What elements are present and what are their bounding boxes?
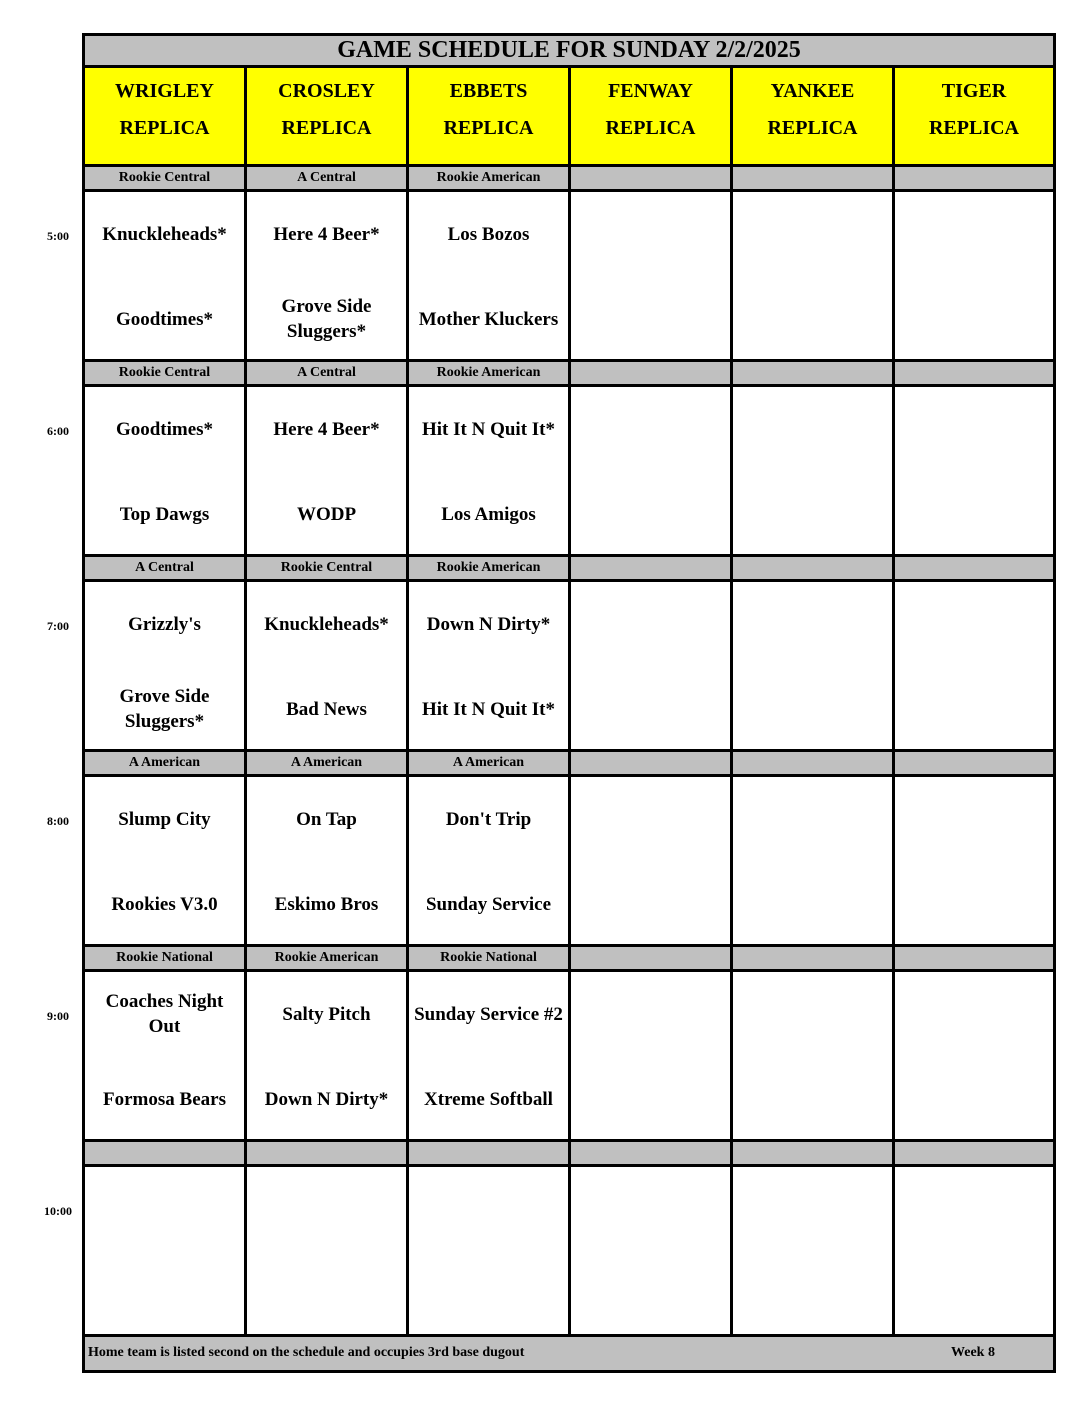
home-team: Hit It N Quit It* (422, 698, 555, 720)
away-team (733, 204, 892, 264)
game-row (82, 1167, 1056, 1337)
game-cell (82, 387, 244, 557)
home-team (571, 874, 730, 934)
away-team: Slump City (118, 808, 211, 830)
away-team: Sunday Service #2 (414, 1003, 563, 1025)
away-team: Knuckleheads* (102, 223, 227, 245)
home-team: Formosa Bears (103, 1088, 226, 1110)
division-label: Rookie Central (244, 557, 406, 582)
field-name: FENWAY (608, 80, 693, 102)
game-cell (568, 387, 730, 557)
division-label (244, 1142, 406, 1167)
home-team (895, 679, 1053, 739)
home-team (409, 1264, 568, 1324)
away-team: Hit It N Quit It* (422, 418, 555, 440)
division-row (82, 752, 1056, 777)
away-team (571, 1179, 730, 1239)
game-row (82, 387, 1056, 557)
game-cell (244, 387, 406, 557)
division-label (730, 362, 892, 387)
away-team: On Tap (296, 808, 357, 830)
home-team (895, 1069, 1053, 1129)
division-label (568, 1142, 730, 1167)
game-cell (568, 1167, 730, 1337)
away-team (571, 399, 730, 459)
field-name: WRIGLEY (115, 80, 214, 102)
game-cell (892, 1167, 1056, 1337)
field-name: TIGER (941, 80, 1007, 102)
game-cell (730, 192, 892, 362)
home-team (895, 874, 1053, 934)
division-label (730, 752, 892, 777)
game-cell (730, 387, 892, 557)
time-label: 8:00 (47, 814, 69, 828)
home-team: Sunday Service (425, 893, 552, 915)
game-cell (892, 387, 1056, 557)
game-cell (568, 777, 730, 947)
division-label (82, 1142, 244, 1167)
away-team (247, 1179, 406, 1239)
game-cell (244, 192, 406, 362)
away-team: Here 4 Beer* (273, 418, 380, 440)
field-subtitle: REPLICA (119, 117, 210, 139)
game-cell (82, 972, 244, 1142)
away-team: Down N Dirty* (426, 613, 551, 635)
division-label: A Central (244, 362, 406, 387)
home-team (733, 679, 892, 739)
game-cell (730, 972, 892, 1142)
away-team (733, 789, 892, 849)
game-cell (244, 777, 406, 947)
game-cell (406, 387, 568, 557)
game-cell (892, 582, 1056, 752)
away-team (409, 1179, 568, 1239)
game-cell (82, 582, 244, 752)
away-team: Los Bozos (447, 223, 530, 245)
game-row (82, 777, 1056, 947)
game-cell (892, 192, 1056, 362)
away-team (733, 984, 892, 1044)
game-cell (730, 777, 892, 947)
home-team: Xtreme Softball (424, 1088, 553, 1110)
game-cell (406, 192, 568, 362)
division-label (892, 947, 1056, 972)
home-team (895, 289, 1053, 349)
division-row (82, 947, 1056, 972)
game-cell (82, 192, 244, 362)
home-team (247, 1264, 406, 1324)
time-label: 5:00 (47, 229, 69, 243)
home-team: Mother Kluckers (418, 308, 559, 330)
home-team: Goodtimes* (115, 308, 214, 330)
away-team (895, 789, 1053, 849)
division-label (730, 1142, 892, 1167)
division-label: A Central (82, 557, 244, 582)
home-team (733, 874, 892, 934)
field-header-fenway (568, 68, 730, 167)
division-label (892, 362, 1056, 387)
home-team: WODP (296, 503, 357, 525)
field-header-ebbets (406, 68, 568, 167)
home-team: Grove Side Sluggers* (119, 686, 210, 732)
away-team (571, 594, 730, 654)
home-team: Down N Dirty* (264, 1088, 389, 1110)
home-team (571, 679, 730, 739)
game-cell (406, 777, 568, 947)
division-label: Rookie Central (82, 362, 244, 387)
game-cell (82, 1167, 244, 1337)
home-team: Eskimo Bros (274, 893, 379, 915)
field-header-tiger (892, 68, 1056, 167)
division-label (568, 947, 730, 972)
division-label: A American (82, 752, 244, 777)
game-cell (568, 972, 730, 1142)
home-team (571, 484, 730, 544)
division-label (568, 557, 730, 582)
away-team (895, 984, 1053, 1044)
home-team (571, 1264, 730, 1324)
home-team: Grove Side Sluggers* (281, 296, 372, 342)
division-label: A Central (244, 167, 406, 192)
game-row (82, 972, 1056, 1142)
away-team (895, 594, 1053, 654)
field-subtitle: REPLICA (443, 117, 534, 139)
home-team: Rookies V3.0 (111, 893, 218, 915)
field-subtitle: REPLICA (767, 117, 858, 139)
time-label: 7:00 (47, 619, 69, 633)
field-subtitle: REPLICA (928, 117, 1019, 139)
away-team (895, 204, 1053, 264)
field-name: YANKEE (770, 80, 855, 102)
game-cell (244, 582, 406, 752)
division-label: Rookie American (406, 167, 568, 192)
field-header-yankee (730, 68, 892, 167)
away-team (733, 594, 892, 654)
division-label: A American (244, 752, 406, 777)
footer-note: Home team is listed second on the schedule and occupies 3rd base dugout (88, 1345, 525, 1360)
game-cell (730, 582, 892, 752)
home-team: Los Amigos (441, 503, 536, 525)
game-cell (406, 972, 568, 1142)
division-label: Rookie American (244, 947, 406, 972)
game-row (82, 192, 1056, 362)
game-cell (568, 582, 730, 752)
home-team (733, 1264, 892, 1324)
field-header-wrigley (82, 68, 244, 167)
time-label: 6:00 (47, 424, 69, 438)
field-header-row (82, 68, 1056, 167)
game-cell (730, 1167, 892, 1337)
away-team: Salty Pitch (282, 1003, 371, 1025)
division-label: Rookie Central (82, 167, 244, 192)
division-label: Rookie National (82, 947, 244, 972)
field-subtitle: REPLICA (605, 117, 696, 139)
away-team (895, 1179, 1053, 1239)
home-team (85, 1264, 244, 1324)
away-team: Here 4 Beer* (273, 223, 380, 245)
game-cell (244, 972, 406, 1142)
time-slots (82, 167, 1056, 1337)
field-name: EBBETS (449, 80, 528, 102)
home-team: Top Dawgs (119, 503, 210, 525)
away-team: Grizzly's (128, 613, 201, 635)
field-header-crosley (244, 68, 406, 167)
division-label (568, 362, 730, 387)
division-row (82, 1142, 1056, 1167)
division-row (82, 167, 1056, 192)
division-label (730, 557, 892, 582)
away-team (571, 204, 730, 264)
division-label (568, 167, 730, 192)
division-label (892, 557, 1056, 582)
game-cell (406, 582, 568, 752)
division-label: Rookie National (406, 947, 568, 972)
home-team (571, 1069, 730, 1129)
away-team (895, 399, 1053, 459)
division-label (730, 167, 892, 192)
home-team (895, 484, 1053, 544)
page-title: GAME SCHEDULE FOR SUNDAY 2/2/2025 (82, 33, 1056, 68)
division-label (892, 167, 1056, 192)
away-team (733, 399, 892, 459)
game-cell (892, 972, 1056, 1142)
game-cell (244, 1167, 406, 1337)
division-label (568, 752, 730, 777)
time-label: 9:00 (47, 1009, 69, 1023)
away-team: Don't Trip (445, 808, 532, 830)
schedule-table (82, 33, 1056, 1373)
division-label (892, 752, 1056, 777)
away-team (85, 1179, 244, 1239)
home-team (733, 1069, 892, 1129)
field-subtitle: REPLICA (281, 117, 372, 139)
game-cell (568, 192, 730, 362)
time-label: 10:00 (44, 1204, 72, 1218)
home-team (895, 1264, 1053, 1324)
away-team (571, 789, 730, 849)
away-team (571, 984, 730, 1044)
division-label (730, 947, 892, 972)
division-label: Rookie American (406, 557, 568, 582)
away-team: Goodtimes* (115, 418, 214, 440)
home-team: Bad News (286, 698, 367, 720)
division-label: Rookie American (406, 362, 568, 387)
game-cell (82, 777, 244, 947)
game-cell (892, 777, 1056, 947)
division-label (892, 1142, 1056, 1167)
away-team: Coaches Night Out (105, 991, 224, 1037)
division-row (82, 557, 1056, 582)
field-name: CROSLEY (278, 80, 375, 102)
week-label: Week 8 (951, 1345, 995, 1360)
footer-bar (82, 1337, 1056, 1373)
away-team (733, 1179, 892, 1239)
division-label (406, 1142, 568, 1167)
division-row (82, 362, 1056, 387)
away-team: Knuckleheads* (264, 613, 389, 635)
home-team (733, 289, 892, 349)
home-team (733, 484, 892, 544)
game-row (82, 582, 1056, 752)
home-team (571, 289, 730, 349)
game-cell (406, 1167, 568, 1337)
division-label: A American (406, 752, 568, 777)
